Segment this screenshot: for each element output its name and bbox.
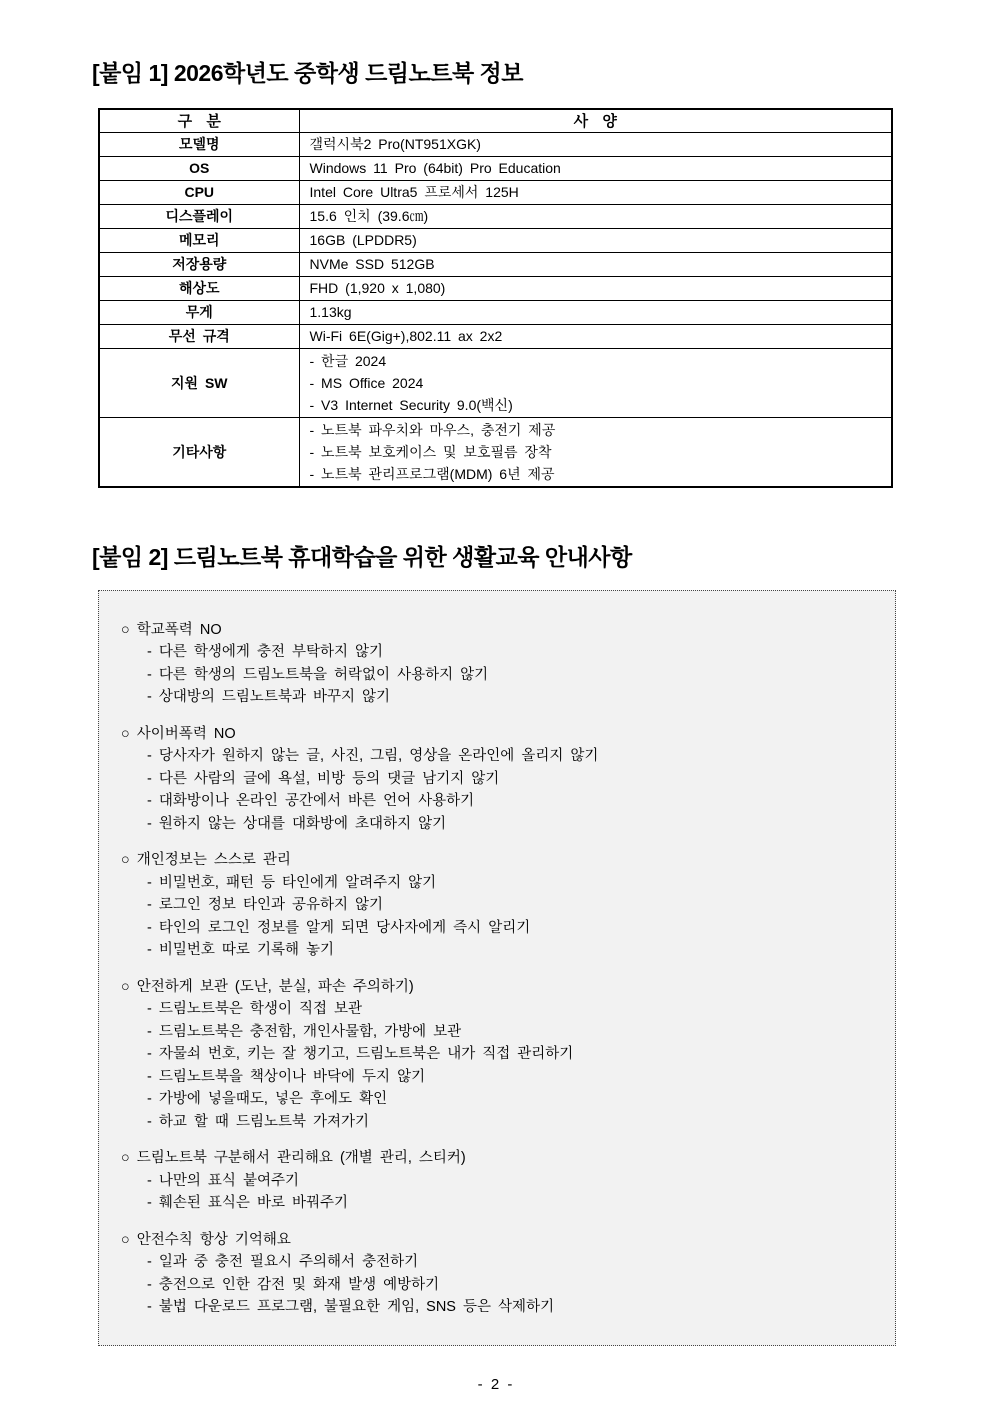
spec-value-line: 15.6 인치 (39.6㎝) <box>309 207 429 224</box>
spec-value-line: 1.13kg <box>309 303 352 320</box>
spec-value <box>299 348 892 417</box>
spec-value-line: - 노트북 관리프로그램(MDM) 6년 제공 <box>309 465 555 482</box>
spec-label: CPU <box>99 180 299 204</box>
guide-item: - 로그인 정보 타인과 공유하지 않기 <box>147 897 384 913</box>
guide-section <box>121 619 875 709</box>
guide-item: - 대화방이나 온라인 공간에서 바른 언어 사용하기 <box>147 793 475 809</box>
guide-item: - 자물쇠 번호, 키는 잘 챙기고, 드림노트북은 내가 직접 관리하기 <box>147 1046 574 1062</box>
spec-table-header-sayang: 사 양 <box>299 109 892 132</box>
spec-label: OS <box>99 156 299 180</box>
spec-value <box>299 300 892 324</box>
spec-value <box>299 324 892 348</box>
table-row <box>99 300 892 324</box>
guide-section <box>121 723 875 836</box>
spec-label: 무게 <box>99 300 299 324</box>
spec-value <box>299 132 892 156</box>
guide-item: - 드림노트북을 책상이나 바닥에 두지 않기 <box>147 1068 426 1085</box>
guide-item: - 드림노트북은 충전함, 개인사물함, 가방에 보관 <box>147 1023 462 1040</box>
spec-value-line: FHD (1,920 x 1,080) <box>309 279 446 296</box>
spec-value <box>299 417 892 487</box>
guide-item: - 다른 학생의 드림노트북을 허락없이 사용하지 않기 <box>147 666 489 683</box>
spec-value-line: - MS Office 2024 <box>309 374 424 391</box>
spec-value-line: Wi-Fi 6E(Gig+),802.11 ax 2x2 <box>309 327 503 344</box>
guide-item: - 당사자가 원하지 않는 글, 사진, 그림, 영상을 온라인에 올리지 않기 <box>147 748 599 764</box>
spec-value-line: - V3 Internet Security 9.0(백신) <box>309 396 513 413</box>
guide-item: - 충전으로 인한 감전 및 화재 발생 예방하기 <box>147 1276 440 1293</box>
guide-section-heading: ○ 개인정보는 스스로 관리 <box>121 852 291 868</box>
spec-value-line: - 노트북 파우치와 마우스, 충전기 제공 <box>309 421 556 438</box>
spec-value-line: 16GB (LPDDR5) <box>309 231 417 248</box>
spec-value-line: Intel Core Ultra5 프로세서 125H <box>309 183 519 200</box>
page-number: - 2 - <box>477 1375 515 1393</box>
spec-label: 무선 규격 <box>99 324 299 348</box>
table-row <box>99 348 892 417</box>
spec-label: 저장용량 <box>99 252 299 276</box>
guide-item: - 드림노트북은 학생이 직접 보관 <box>147 1001 363 1017</box>
table-row <box>99 252 892 276</box>
spec-table-header-row <box>99 109 892 132</box>
spec-value <box>299 204 892 228</box>
guide-item: - 다른 사람의 글에 욕설, 비방 등의 댓글 남기지 않기 <box>147 770 500 787</box>
guide-section <box>121 1229 875 1319</box>
table-row <box>99 156 892 180</box>
spec-label: 메모리 <box>99 228 299 252</box>
spec-value <box>299 180 892 204</box>
attachment1-title: [붙임 1] 2026학년도 중학생 드림노트북 정보 <box>92 60 523 86</box>
table-row <box>99 417 892 487</box>
guide-item: - 훼손된 표식은 바로 바꿔주기 <box>147 1195 349 1211</box>
guide-item: - 비밀번호 따로 기록해 놓기 <box>147 942 335 958</box>
guide-item: - 원하지 않는 상대를 대화방에 초대하지 않기 <box>147 815 447 832</box>
guide-section-heading: ○ 안전하게 보관 (도난, 분실, 파손 주의하기) <box>121 978 414 995</box>
spec-value-line: NVMe SSD 512GB <box>309 255 435 272</box>
guide-item: - 하교 할 때 드림노트북 가져가기 <box>147 1113 370 1130</box>
guide-item: - 다른 학생에게 충전 부탁하지 않기 <box>147 644 384 660</box>
spec-value-line: 갤럭시북2 Pro(NT951XGK) <box>309 135 481 152</box>
guide-item: - 비밀번호, 패턴 등 타인에게 알려주지 않기 <box>147 874 437 891</box>
guide-item: - 상대방의 드림노트북과 바꾸지 않기 <box>147 689 391 705</box>
spec-table-header-gubun: 구 분 <box>99 109 299 132</box>
attachment2-title: [붙임 2] 드림노트북 휴대학습을 위한 생활교육 안내사항 <box>92 543 632 570</box>
spec-label: 기타사항 <box>99 417 299 487</box>
guide-box <box>98 590 896 1346</box>
spec-value <box>299 156 892 180</box>
guide-item: - 일과 중 충전 필요시 주의해서 충전하기 <box>147 1254 419 1270</box>
table-row <box>99 324 892 348</box>
spec-value-line: - 노트북 보호케이스 및 보호필름 장착 <box>309 443 552 460</box>
table-row <box>99 132 892 156</box>
guide-section-heading: ○ 안전수칙 항상 기억해요 <box>121 1231 291 1248</box>
guide-section <box>121 849 875 962</box>
table-row <box>99 276 892 300</box>
spec-label: 모델명 <box>99 132 299 156</box>
guide-section-heading: ○ 학교폭력 NO <box>121 621 222 638</box>
table-row <box>99 204 892 228</box>
guide-section <box>121 1147 875 1215</box>
guide-item: - 타인의 로그인 정보를 알게 되면 당사자에게 즉시 알리기 <box>147 919 531 936</box>
spec-value <box>299 252 892 276</box>
spec-value-line: Windows 11 Pro (64bit) Pro Education <box>309 159 561 176</box>
table-row <box>99 180 892 204</box>
guide-section-heading: ○ 드림노트북 구분해서 관리해요 (개별 관리, 스티커) <box>121 1150 466 1166</box>
spec-label: 디스플레이 <box>99 204 299 228</box>
guide-section-heading: ○ 사이버폭력 NO <box>121 725 236 742</box>
guide-item: - 가방에 넣을때도, 넣은 후에도 확인 <box>147 1091 388 1107</box>
guide-item: - 불법 다운로드 프로그램, 불필요한 게임, SNS 등은 삭제하기 <box>147 1299 555 1315</box>
spec-table <box>98 108 893 488</box>
spec-value <box>299 228 892 252</box>
spec-table-body <box>99 132 892 487</box>
guide-section <box>121 976 875 1134</box>
spec-value-line: - 한글 2024 <box>309 352 387 369</box>
guide-item: - 나만의 표식 붙여주기 <box>147 1172 299 1189</box>
spec-label: 해상도 <box>99 276 299 300</box>
spec-value <box>299 276 892 300</box>
spec-label: 지원 SW <box>99 348 299 417</box>
table-row <box>99 228 892 252</box>
